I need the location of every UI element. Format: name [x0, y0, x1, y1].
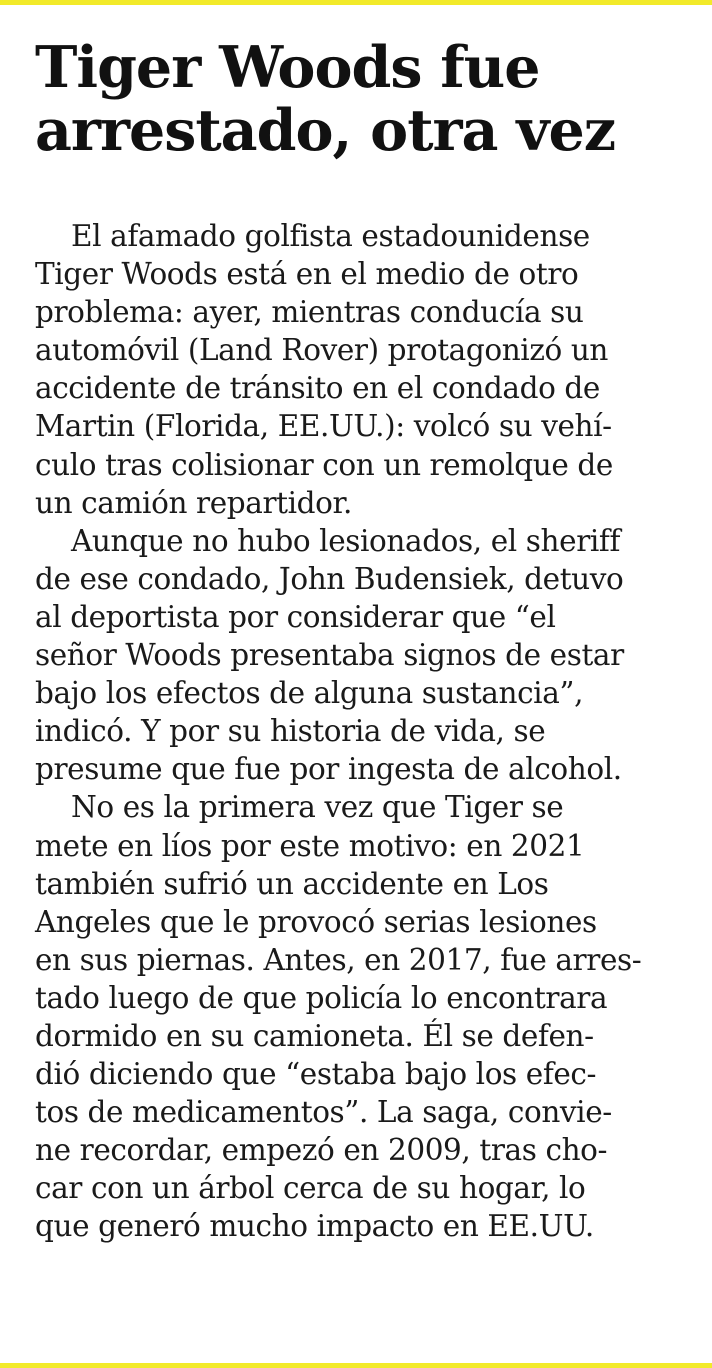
text-line: accidente de tránsito en el condado de	[35, 371, 600, 406]
text-line: No es la primera vez que Tiger se	[71, 790, 564, 825]
text-line: El afamado golfista estadounidense	[71, 219, 590, 253]
text-line: dió diciendo que “estaba bajo los efec-	[35, 1057, 597, 1092]
text-line: mete en líos por este motivo: en 2021	[35, 828, 585, 863]
text-line: que generó mucho impacto en EE.UU.	[35, 1209, 594, 1244]
text-line: Martin (Florida, EE.UU.): volcó su vehí-	[35, 409, 612, 444]
text-line: tos de medicamentos”. La saga, convie-	[35, 1095, 612, 1130]
text-line: también sufrió un accidente en Los	[35, 866, 549, 901]
text-line: en sus piernas. Antes, en 2017, fue arres-	[35, 942, 642, 977]
text-line: Angeles que le provocó serias lesiones	[35, 904, 597, 939]
text-line: presume que fue por ingesta de alcohol.	[35, 752, 622, 787]
text-line: problema: ayer, mientras conducía su	[35, 295, 584, 330]
text-line: car con un árbol cerca de su hogar, lo	[35, 1171, 586, 1206]
bottom-accent-rule	[0, 1363, 712, 1368]
paragraph-1	[35, 217, 695, 522]
headline-line: Tiger Woods fue	[35, 34, 540, 101]
text-line: ne recordar, empezó en 2009, tras cho-	[35, 1133, 608, 1168]
paragraph-3	[35, 788, 695, 1245]
article-body	[35, 217, 695, 1246]
text-line: Aunque no hubo lesionados, el sheriff	[71, 523, 620, 558]
text-line: un camión repartidor.	[35, 485, 352, 520]
article-headline	[35, 36, 695, 162]
text-line: indicó. Y por su historia de vida, se	[35, 714, 546, 749]
text-line: al deportista por considerar que “el	[35, 599, 556, 634]
text-line: automóvil (Land Rover) protagonizó un	[35, 333, 609, 368]
paragraph-2	[35, 522, 695, 789]
text-line: de ese condado, John Budensiek, detuvo	[35, 561, 624, 596]
text-line: culo tras colisionar con un remolque de	[35, 447, 613, 482]
text-line: dormido en su camioneta. Él se defen-	[35, 1018, 594, 1053]
headline-line: arrestado, otra vez	[35, 97, 616, 164]
news-article	[35, 36, 695, 1246]
text-line: tado luego de que policía lo encontrara	[35, 980, 608, 1015]
text-line: señor Woods presentaba signos de estar	[35, 638, 624, 673]
text-line: bajo los efectos de alguna sustancia”,	[35, 676, 584, 711]
text-line: Tiger Woods está en el medio de otro	[35, 257, 579, 292]
top-accent-rule	[0, 0, 712, 5]
